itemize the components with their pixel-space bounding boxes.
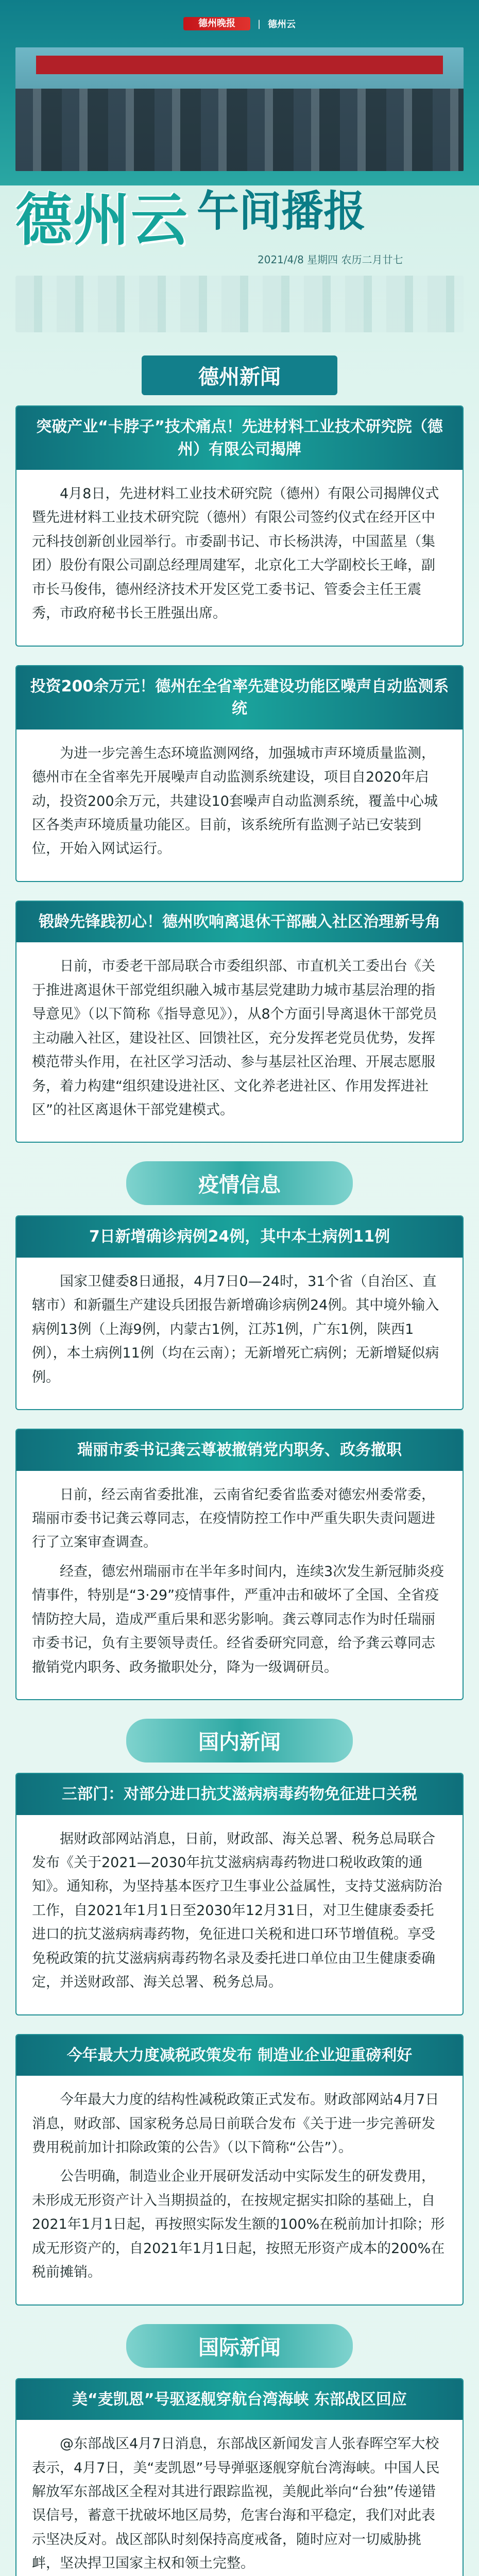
brand-strip	[0, 0, 479, 47]
news-card[interactable]	[15, 1773, 464, 2015]
brand-separator: |	[257, 18, 261, 29]
card-body	[16, 1815, 463, 2014]
top-banner	[0, 0, 479, 185]
card-headline: 今年最大力度减税政策发布 制造业企业迎重磅利好	[16, 2035, 463, 2076]
title-broadcast: 午间播报	[197, 187, 366, 236]
city-illustration	[15, 276, 464, 332]
card-body	[16, 2076, 463, 2304]
photo-people	[15, 89, 464, 171]
card-body	[16, 2420, 463, 2576]
news-card[interactable]	[15, 2378, 464, 2576]
card-paragraph: 据财政部网站消息，日前，财政部、海关总署、税务总局联合发布《关于2021—2030年抗艾滋病病毒药物进口税收政策的通知》。通知称，为坚持基本医疗卫生事业公益属性，支持艾滋病防治工作，自2021年1月1日至2030年12月31日，对卫生健康委委托进口的抗艾滋病病毒药物，免征进口关税和进口环节增值税。享受免税政策的抗艾滋病病毒药物名录及委托进口单位由卫生健康委确定，并送财政部、海关总署、税务总局。	[32, 1831, 442, 1991]
card-paragraph: 4月8日，先进材料工业技术研究院（德州）有限公司揭牌仪式暨先进材料工业技术研究院（德州）有限公司签约仪式在经开区中元科技创新创业园举行。市委副书记、市长杨洪涛，中国蓝星（集团）股份有限公司副总经理周建军，北京化工大学副校长王峰，副市长马俊伟，德州经济技术开发区党工委书记、管委会主任王震秀，市政府秘书长王胜强出席。	[32, 486, 439, 622]
card-headline: 投资200余万元！德州在全省率先建设功能区噪声自动监测系统	[16, 666, 463, 730]
news-card[interactable]	[15, 2034, 464, 2306]
card-paragraph: @东部战区4月7日消息，东部战区新闻发言人张春晖空军大校表示，4月7日，美“麦凯恩”号导弹驱逐舰穿航台湾海峡。中国人民解放军东部战区全程对其进行跟踪监视，美舰此举向“台独”传递错误信号，蓄意干扰破坏地区局势，危害台海和平稳定，我们对此表示坚决反对。战区部队时刻保持高度戒备，随时应对一切威胁挑衅，坚决捍卫国家主权和领土完整。	[32, 2436, 440, 2572]
news-card[interactable]	[15, 405, 464, 647]
card-headline: 突破产业“卡脖子”技术痛点！先进材料工业技术研究院（德州）有限公司揭牌	[16, 406, 463, 470]
card-body	[16, 730, 463, 881]
brand-logo: 德州晚报	[183, 17, 250, 30]
title-main	[15, 187, 366, 253]
date-meta: 2021/4/8 星期四 农历二月廿七	[258, 253, 403, 266]
news-card[interactable]	[15, 665, 464, 882]
card-paragraph: 经查，德宏州瑞丽市在半年多时间内，连续3次发生新冠肺炎疫情事件，特别是“3·29”疫情事件，严重冲击和破坏了全国、全省疫情防控大局，造成严重后果和恶劣影响。龚云尊同志作为时任瑞丽市委书记，负有主要领导责任。经省委研究同意，给予龚云尊同志撤销党内职务、政务撤职处分，降为一级调研员。	[32, 1563, 444, 1675]
news-card[interactable]	[15, 1215, 464, 1410]
card-body	[16, 1471, 463, 1700]
card-headline: 锻龄先锋践初心！德州吹响离退休干部融入社区治理新号角	[16, 902, 463, 943]
section-pill: 国际新闻	[126, 2324, 353, 2368]
card-body	[16, 470, 463, 646]
card-headline: 瑞丽市委书记龚云尊被撤销党内职务、政务撤职	[16, 1430, 463, 1471]
section-title-domestic	[0, 1719, 479, 1762]
section-title-dezhou	[0, 355, 479, 395]
news-card[interactable]	[15, 901, 464, 1143]
card-paragraph: 日前，经云南省委批准，云南省纪委省监委对德宏州委常委，瑞丽市委书记龚云尊同志，在疫情防控工作中严重失职失责问题进行了立案审查调查。	[32, 1486, 435, 1551]
section-title-international	[0, 2324, 479, 2368]
news-card[interactable]	[15, 1429, 464, 1700]
header-photo	[15, 47, 464, 171]
brand-sub: 德州云	[268, 19, 296, 30]
photo-banner	[36, 56, 443, 74]
section-pill: 国内新闻	[126, 1719, 353, 1762]
section-pill: 德州新闻	[142, 355, 337, 395]
card-headline: 7日新增确诊病例24例，其中本土病例11例	[16, 1216, 463, 1258]
card-body	[16, 1258, 463, 1409]
title-block	[0, 185, 479, 340]
card-paragraph: 日前，市委老干部局联合市委组织部、市直机关工委出台《关于推进离退休干部党组织融入城市基层党建助力城市基层治理的指导意见》（以下简称《指导意见》），从8个方面引导离退休干部党员主动融入社区，建设社区、回馈社区，充分发挥老党员优势，发挥模范带头作用，在社区学习活动、参与基层社区治理、开展志愿服务，着力构建“组织建设进社区、文化养老进社区、作用发挥进社区”的社区离退休干部党建模式。	[32, 958, 437, 1118]
card-paragraph: 今年最大力度的结构性减税政策正式发布。财政部网站4月7日消息，财政部、国家税务总局日前联合发布《关于进一步完善研发费用税前加计扣除政策的公告》（以下简称“公告”）。	[32, 2092, 439, 2156]
card-paragraph: 公告明确，制造业企业开展研发活动中实际发生的研发费用，未形成无形资产计入当期损益的，在按规定据实扣除的基础上，自2021年1月1日起，再按照实际发生额的100%在税前加计扣除；形成无形资产的，自2021年1月1日起，按照无形资产成本的200%在税前摊销。	[32, 2168, 445, 2281]
card-headline: 三部门：对部分进口抗艾滋病病毒药物免征进口关税	[16, 1774, 463, 1815]
card-paragraph: 国家卫健委8日通报，4月7日0—24时，31个省（自治区、直辖市）和新疆生产建设兵团报告新增确诊病例24例。其中境外输入病例13例（上海9例，内蒙古1例，江苏1例，广东1例，陕西1例），本土病例11例（均在云南）；无新增死亡病例；无新增疑似病例。	[32, 1273, 439, 1385]
card-paragraph: 为进一步完善生态环境监测网络，加强城市声环境质量监测，德州市在全省率先开展噪声自动监测系统建设，项目自2020年启动，投资200余万元，共建设10套噪声自动监测系统，覆盖中心城区各类声环境质量功能区。目前，该系统所有监测子站已安装到位，开始入网试运行。	[32, 745, 438, 857]
card-body	[16, 942, 463, 1142]
card-headline: 美“麦凯恩”号驱逐舰穿航台湾海峡 东部战区回应	[16, 2379, 463, 2420]
section-pill: 疫情信息	[126, 1161, 353, 1205]
title-dezhou: 德州云	[15, 187, 189, 253]
section-title-epidemic	[0, 1161, 479, 1205]
